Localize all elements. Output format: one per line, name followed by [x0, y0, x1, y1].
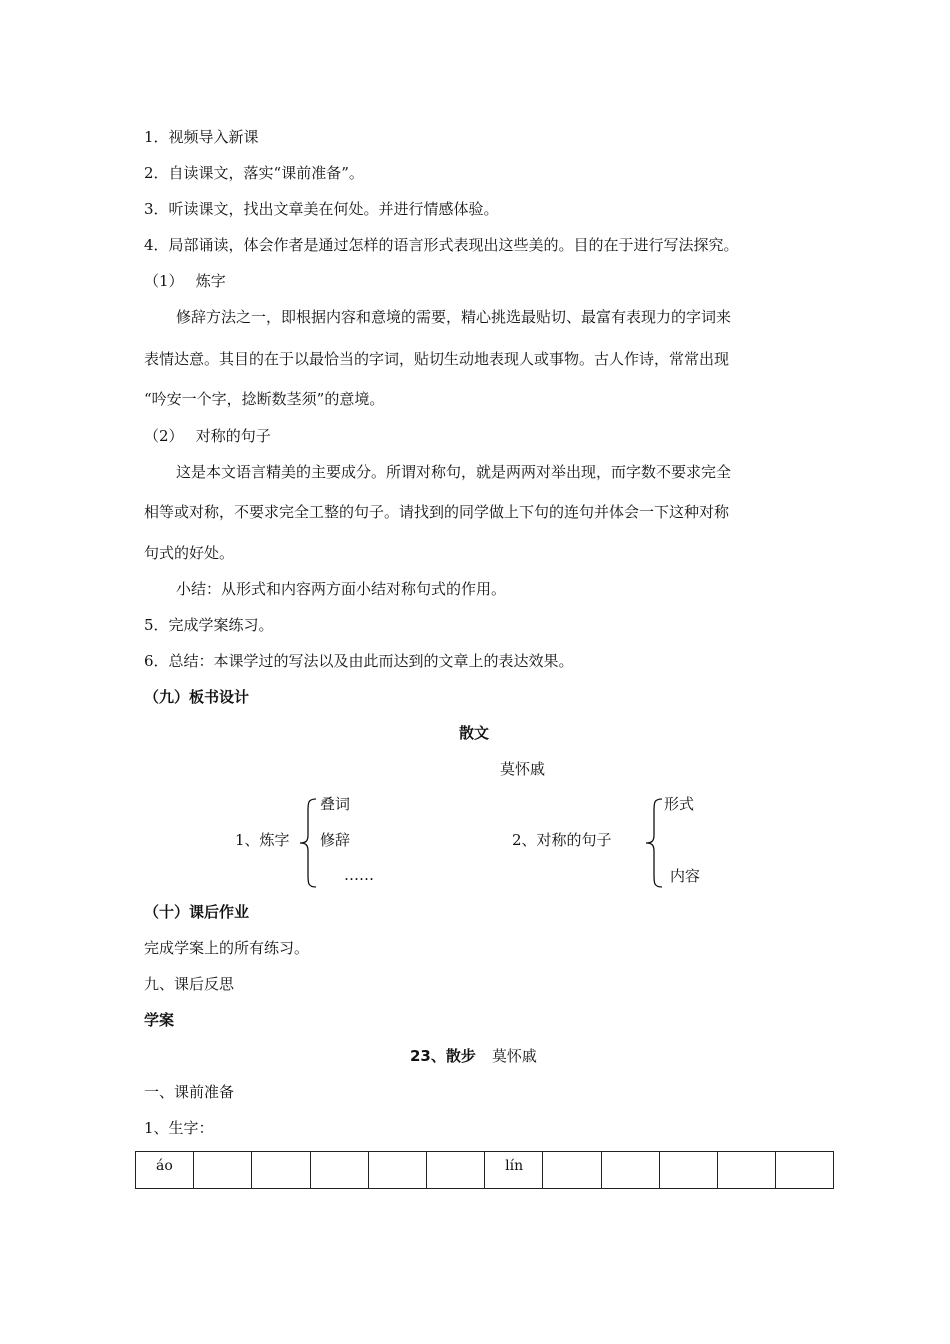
- step-5: 5．完成学案练习。: [144, 616, 274, 634]
- board-right-label: 2、对称的句子: [512, 831, 612, 849]
- study-heading: 学案: [144, 1011, 175, 1029]
- board-left-item: 叠词: [320, 795, 351, 813]
- table-cell[interactable]: [252, 1152, 310, 1189]
- reflection-heading: 九、课后反思: [144, 975, 235, 993]
- sub-heading-lianzi: （1） 炼字: [144, 272, 226, 290]
- paragraph-line: “吟安一个字，捻断数茎须”的意境。: [144, 390, 385, 408]
- table-row: [136, 1152, 834, 1189]
- board-heading: （九）板书设计: [144, 688, 250, 706]
- step-1: 1．视频导入新课: [144, 128, 259, 146]
- board-title: 散文: [459, 724, 490, 742]
- table-cell[interactable]: [776, 1152, 834, 1189]
- table-cell[interactable]: [543, 1152, 601, 1189]
- step-4: 4．局部诵读，体会作者是通过怎样的语言形式表现出这些美的。目的在于进行写法探究。: [144, 236, 739, 254]
- study-title-author: 莫怀戚: [491, 1047, 537, 1065]
- sub-heading-shengzi: 1、生字：: [144, 1119, 214, 1137]
- step-2: 2．自读课文，落实“课前准备”。: [144, 164, 364, 182]
- right-brace-icon: [644, 797, 666, 889]
- board-right-item: 形式: [664, 795, 695, 813]
- table-cell[interactable]: [194, 1152, 252, 1189]
- study-title-main: 23、散步: [410, 1047, 476, 1065]
- board-left-item: ……: [344, 866, 374, 884]
- section-heading: 一、课前准备: [144, 1083, 235, 1101]
- homework-heading: （十）课后作业: [144, 903, 250, 921]
- study-title: [410, 1046, 537, 1066]
- character-table: [135, 1151, 834, 1189]
- board-left-label: 1、炼字: [235, 831, 290, 849]
- homework-text: 完成学案上的所有练习。: [144, 939, 310, 957]
- paragraph-line: 修辞方法之一，即根据内容和意境的需要，精心挑选最贴切、最富有表现力的字词来: [176, 308, 732, 326]
- table-cell[interactable]: [310, 1152, 368, 1189]
- paragraph-line: 句式的好处。: [144, 544, 235, 562]
- table-cell[interactable]: lín: [485, 1152, 543, 1189]
- left-brace-icon: [298, 797, 320, 889]
- paragraph-line: 这是本文语言精美的主要成分。所谓对称句，就是两两对举出现，而字数不要求完全: [176, 463, 732, 481]
- board-author: 莫怀戚: [500, 760, 546, 778]
- table-cell[interactable]: [659, 1152, 717, 1189]
- table-cell[interactable]: [717, 1152, 775, 1189]
- board-right-item: 内容: [670, 867, 701, 885]
- table-cell[interactable]: [426, 1152, 484, 1189]
- paragraph-line: 相等或对称，不要求完全工整的句子。请找到的同学做上下句的连句并体会一下这种对称: [144, 503, 730, 521]
- paragraph-line: 表情达意。其目的在于以最恰当的字词，贴切生动地表现人或事物。古人作诗，常常出现: [144, 350, 730, 368]
- table-cell[interactable]: [601, 1152, 659, 1189]
- table-cell[interactable]: [368, 1152, 426, 1189]
- step-6: 6．总结：本课学过的写法以及由此而达到的文章上的表达效果。: [144, 652, 574, 670]
- step-3: 3．听读课文，找出文章美在何处。并进行情感体验。: [144, 200, 499, 218]
- table-cell[interactable]: áo: [136, 1152, 194, 1189]
- sub-heading-duichen: （2） 对称的句子: [144, 427, 271, 445]
- summary-line: 小结：从形式和内容两方面小结对称句式的作用。: [176, 580, 507, 598]
- board-left-item: 修辞: [320, 831, 351, 849]
